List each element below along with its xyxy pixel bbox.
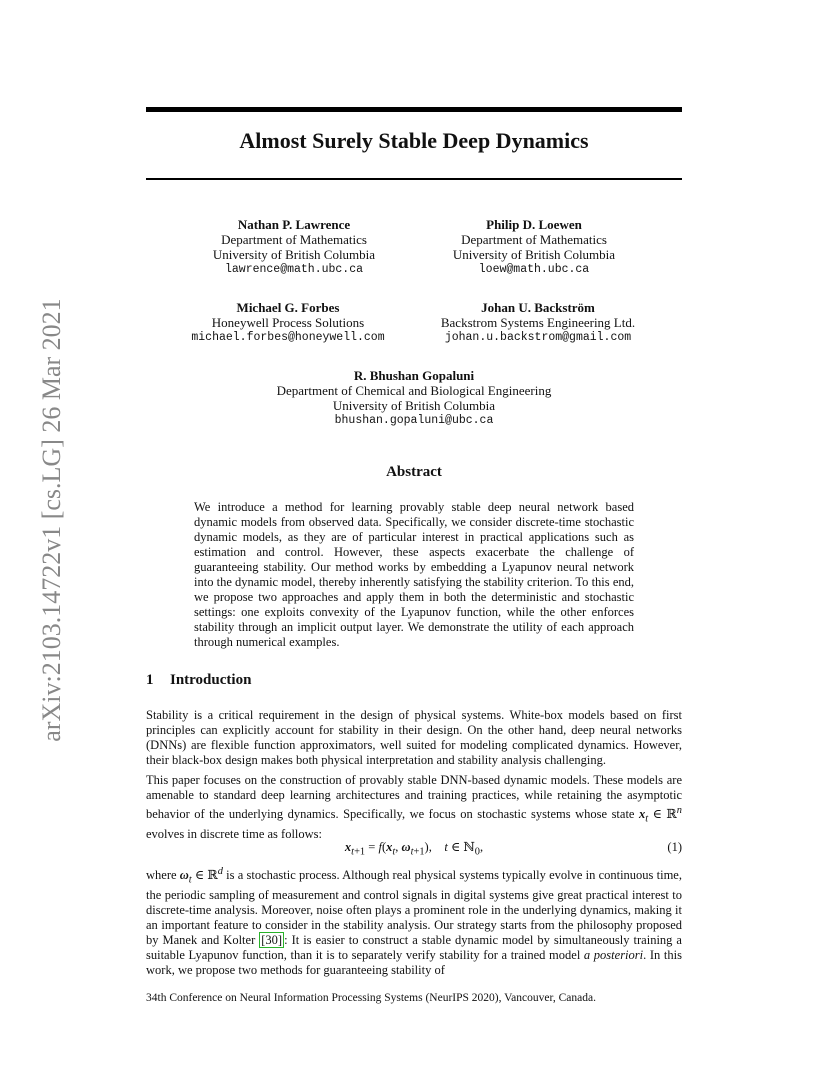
noise-subscript: t <box>188 874 192 886</box>
abstract-heading: Abstract <box>386 464 442 480</box>
author-email[interactable]: loew@math.ubc.ca <box>478 263 590 276</box>
paper-title: Almost Surely Stable Deep Dynamics <box>239 128 589 153</box>
author-affiliation: Department of Chemical and Biological Engineering <box>276 383 552 398</box>
abstract-text: We introduce a method for learning provably stable deep neural network based dynamic models from observed data. Specifically, we consider discrete-time stochastic dynamic models, as they are of particular interest in practical applications such as estimation and control. However, these aspects exacerbate the challenge of guaranteeing stability. Our method works by embedding a Lyapunov neural network into the dynamic model, thereby inherently satisfying the stability criterion. To this end, we propose two approaches and apply them in both the deterministic and stochastic settings: one exploits convexity of the Lyapunov function, while the other enforces stability through an implicit output layer. We demonstrate the utility of each approach through numerical examples. <box>194 500 634 649</box>
intro-p3-text: is a stochastic process. Although real physical systems typically evolve in continuous time, the periodic sampling of measurement and control signals in digital systems give great practical interest to discrete-time analysis. Moreover, noise often plays a prominent role in the underlying dynamics, making it an important feature to consider in the stability analysis. Our strategy starts from the philosophy proposed by Manek and Kolter <box>146 868 682 947</box>
noise-dimension-superscript: d <box>217 866 223 877</box>
author-email[interactable]: lawrence@math.ubc.ca <box>224 263 364 276</box>
equation-body: $x_{t+1} = f(x_t$, $\omega_{t+1}$), t ∈ ℕ$_0$, <box>344 840 484 858</box>
section-number: 1 <box>146 672 154 688</box>
arxiv-identifier-text: arXiv:2103.14722v1 [cs.LG] 26 Mar 2021 <box>37 298 66 742</box>
intro-p2-text: This paper focuses on the construction of provably stable DNN-based dynamic models. These models are amenable to standard deep learning architectures and training practices, while retaining the asymptotic behavior of the underlying dynamics. Specifically, we focus on stochastic systems whose state <box>146 773 682 822</box>
author-affiliation: University of British Columbia <box>452 247 616 262</box>
title-top-rule <box>146 107 682 112</box>
author-block <box>158 300 418 345</box>
conference-footnote: 34th Conference on Neural Information Processing Systems (NeurIPS 2020), Vancouver, Canada. <box>146 992 596 1004</box>
citation-link[interactable]: [30] <box>261 932 283 947</box>
title-bottom-rule <box>146 178 682 180</box>
section-title: Introduction <box>170 672 252 688</box>
author-name: Nathan P. Lawrence <box>237 217 351 232</box>
author-email[interactable]: johan.u.backstrom@gmail.com <box>444 331 632 344</box>
author-affiliation: University of British Columbia <box>212 247 376 262</box>
section-heading <box>146 672 251 689</box>
author-email[interactable]: michael.forbes@honeywell.com <box>191 331 385 344</box>
author-affiliation: Honeywell Process Solutions <box>211 315 365 330</box>
author-block <box>408 300 668 345</box>
author-name: R. Bhushan Gopaluni <box>353 368 475 383</box>
dimension-superscript: n <box>676 805 682 816</box>
author-affiliation: Department of Mathematics <box>221 232 367 247</box>
author-affiliation: University of British Columbia <box>332 398 496 413</box>
state-symbol: x <box>638 807 646 822</box>
intro-p3-text: . In this work, we propose two methods for guaranteeing stability of <box>146 947 682 977</box>
equation-1 <box>146 840 682 858</box>
intro-p3-text: : It is easier to construct a stable dynamic model by simultaneously training a suitable Lyapunov function, than it is to separately verify stability for a trained model <box>146 932 682 962</box>
emphasis-text: a posteriori <box>583 947 644 962</box>
noise-symbol: ω <box>179 868 189 883</box>
author-name: Philip D. Loewen <box>486 217 582 232</box>
intro-p3-text: where <box>146 868 180 883</box>
state-subscript: t <box>645 813 649 825</box>
author-affiliation: Backstrom Systems Engineering Ltd. <box>440 315 636 330</box>
author-block <box>404 217 664 277</box>
author-name: Michael G. Forbes <box>236 300 340 315</box>
author-name: Johan U. Backström <box>481 300 595 315</box>
equation-number: (1) <box>667 840 682 854</box>
author-block <box>234 368 594 428</box>
author-affiliation: Department of Mathematics <box>461 232 607 247</box>
author-block <box>164 217 424 277</box>
intro-p2-text-end: evolves in discrete time as follows: <box>146 826 323 841</box>
intro-paragraph-3: where $\omega_t$ ∈ ℝ$^d$ is a stochastic process. Although real physical systems typically evolve in continuous time, the periodic sampling of measurement and control signals in digital systems give great practical interest to discrete-time analysis. Moreover, noise often plays a prominent role in the underlying dynamics, making it an important feature to consider in the stability analysis. Our strategy starts from the philosophy proposed by Manek and Kolter [30] : It is easier to construct a stable dynamic model by simultaneously training a suitable Lyapunov function, than it is to separately verify stability for a trained model a posteriori. In this work, we propose two methods for guaranteeing stability of <box>146 866 682 977</box>
intro-paragraph-2: This paper focuses on the construction of provably stable DNN-based dynamic models. These models are amenable to standard deep learning architectures and training practices, while retaining the asymptotic behavior of the underlying dynamics. Specifically, we focus on stochastic systems whose state $x_t$ ∈ ℝ$^n$ evolves in discrete time as follows: <box>146 773 682 841</box>
author-email[interactable]: bhushan.gopaluni@ubc.ca <box>334 414 494 427</box>
intro-paragraph-1: Stability is a critical requirement in the design of physical systems. White-box models based on first principles can explicitly account for stability in their design. On the other hand, deep neural networks (DNNs) are flexible function approximators, well suited for modeling complicated dynamics. However, their black-box design makes both physical interpretation and stability analysis challenging. <box>146 708 682 767</box>
